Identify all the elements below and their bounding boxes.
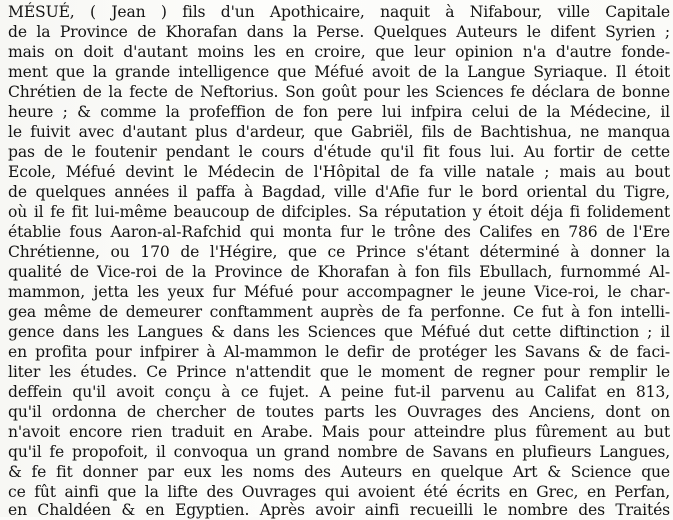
text-line: qualité de Vice-roi de la Province de Khorafan à fon fils Ebullach, furnommé Al- bbox=[8, 263, 670, 281]
text-line: MÉSUÉ, ( Jean ) fils d'un Apothicaire, naquit à Nifabour, ville Capitale bbox=[8, 3, 670, 21]
text-line: Chrétien de la fecte de Neftorius. Son goût pour les Sciences fe déclara de bonne bbox=[8, 83, 670, 101]
text-line: n'avoit encore rien traduit en Arabe. Mais pour atteindre plus fûrement au but bbox=[8, 423, 670, 441]
text-line: qu'il fe propofoit, il convoqua un grand nombre de Savans en plufieurs Langues, bbox=[8, 443, 670, 461]
text-line: mammon, jetta les yeux fur Méfué pour accompagner le jeune Vice-roi, le char- bbox=[8, 283, 670, 301]
text-line: & fe fit donner par eux les noms des Auteurs en quelque Art & Science que bbox=[8, 463, 670, 481]
text-line: deffein qu'il avoit conçu à ce fujet. A peine fut-il parvenu au Califat en 813, bbox=[8, 383, 670, 401]
text-line: ment que la grande intelligence que Méfué avoit de la Langue Syriaque. Il étoit bbox=[8, 63, 670, 81]
text-line: qu'il ordonna de chercher de toutes parts les Ouvrages des Anciens, dont on bbox=[8, 403, 670, 421]
text-line: Ecole, Méfué devint le Médecin de l'Hôpital de fa ville natale ; mais au bout bbox=[8, 163, 670, 181]
text-line: de quelques années il paffa à Bagdad, ville d'Afie fur le bord oriental du Tigre, bbox=[8, 183, 670, 201]
text-line: Chrétienne, ou 170 de l'Hégire, que ce Prince s'étant déterminé à donner la bbox=[8, 243, 670, 261]
text-line: de la Province de Khorafan dans la Perse. Quelques Auteurs le difent Syrien ; bbox=[8, 23, 670, 41]
text-line: gea même de demeurer conftamment auprès de fa perfonne. Ce fut à fon intelli- bbox=[8, 303, 670, 321]
text-line: liter les études. Ce Prince n'attendit que le moment de regner pour remplir le bbox=[8, 363, 670, 381]
text-line: ce fût ainfi que la lifte des Ouvrages qui avoient été écrits en Grec, en Perfan, bbox=[8, 483, 670, 501]
text-line: en profita pour infpirer à Al-mammon le defir de protéger les Savans & de faci- bbox=[8, 343, 670, 361]
text-line: mais on doit d'autant moins les en croire, que leur opinion n'a d'autre fonde- bbox=[8, 43, 670, 61]
text-line: établie fous Aaron-al-Rafchid qui monta fur le trône des Califes en 786 de l'Ere bbox=[8, 223, 670, 241]
text-line: pas de le foutenir pendant le cours d'étude qu'il fit fous lui. Au fortir de cette bbox=[8, 143, 670, 161]
text-line: heure ; & comme la profeffion de fon pere lui infpira celui de la Médecine, il bbox=[8, 103, 670, 121]
text-line: en Chaldéen & en Egyptien. Après avoir ainfi recueilli le nombre des Traités bbox=[8, 501, 670, 519]
text-line: le fuivit avec d'autant plus d'ardeur, que Gabriël, fils de Bachtishua, ne manqua bbox=[8, 123, 670, 141]
text-line: gence dans les Langues & dans les Sciences que Méfué dut cette diftinction ; il bbox=[8, 323, 670, 341]
text-line: où il fe fit lui-même beaucoup de difciples. Sa réputation y étoit déja fi folidement bbox=[8, 203, 670, 221]
